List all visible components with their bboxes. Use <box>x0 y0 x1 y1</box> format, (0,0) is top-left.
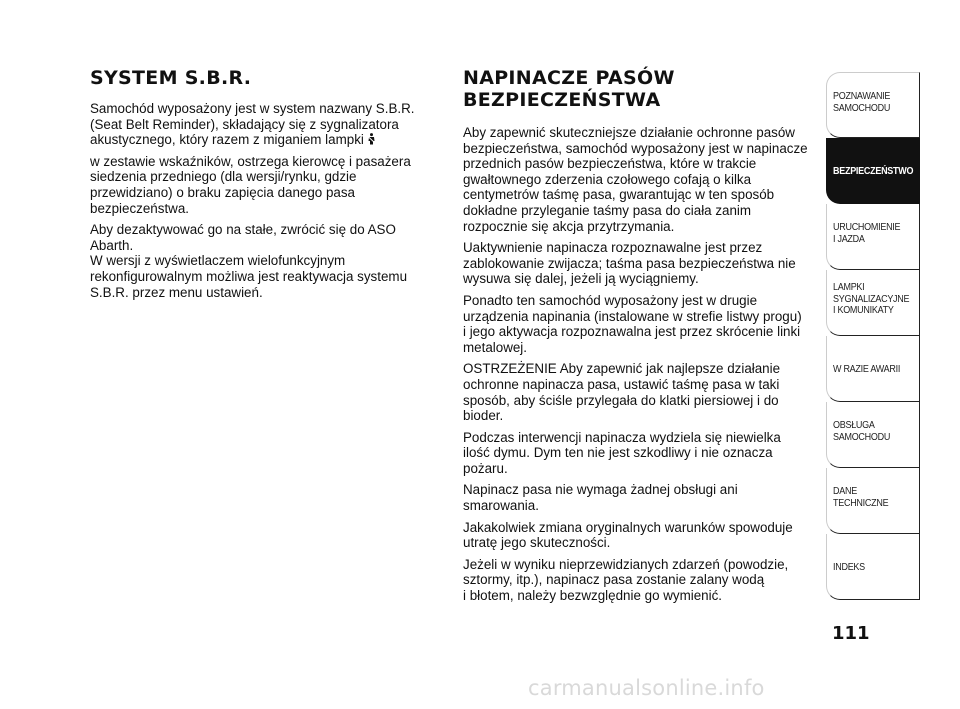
tab-label: LAMPKI SYGNALIZACYJNE I KOMUNIKATY <box>833 282 910 316</box>
seatbelt-warning-icon <box>367 133 376 145</box>
tab-poznawanie-samochodu[interactable] <box>826 72 920 138</box>
paragraph: Uaktywnienie napinacza rozpoznawalne jest przez zablokowanie zwijacza; taśma pasa bezpieczeństwa nie wysuwa się dalej, jeżeli ją wyciągniemy. <box>463 240 796 287</box>
paragraph: Napinacz pasa nie wymaga żadnej obsługi ani smarowania. <box>463 482 738 514</box>
left-column <box>90 62 428 306</box>
paragraph: Podczas interwencji napinacza wydziela się niewielka ilość dymu. Dym ten nie jest szkodliwy i nie oznacza pożaru. <box>463 429 781 476</box>
tab-obsluga-samochodu[interactable] <box>826 402 920 468</box>
tab-indeks[interactable] <box>826 534 920 600</box>
tab-label: OBSŁUGA SAMOCHODU <box>833 420 891 443</box>
tab-label: DANE TECHNICZNE <box>833 486 889 509</box>
paragraph: Jakakolwiek zmiana oryginalnych warunków spowoduje utratę jego skuteczności. <box>463 519 793 551</box>
right-column <box>463 62 816 610</box>
section-title-napinacze: NAPINACZE PASÓW BEZPIECZEŃSTWA <box>463 67 675 111</box>
tab-label: W RAZIE AWARII <box>833 364 901 375</box>
tab-dane-techniczne[interactable] <box>826 468 920 534</box>
paragraph <box>90 101 428 148</box>
watermark: carmanualsonline.info <box>528 676 765 700</box>
tab-label: POZNAWANIE SAMOCHODU <box>833 91 891 114</box>
chapter-tabs <box>826 72 920 600</box>
tab-label: URUCHOMIENIE I JAZDA <box>833 222 901 245</box>
tab-label: INDEKS <box>833 562 865 573</box>
tab-w-razie-awarii[interactable] <box>826 336 920 402</box>
tab-lampki-sygnalizacyjne[interactable] <box>826 270 920 336</box>
paragraph: OSTRZEŻENIE Aby zapewnić jak najlepsze działanie ochronne napinacza pasa, ustawić taśmę pasa w taki sposób, aby ściśle przylegała do klatki piersiowej i do bioder. <box>463 361 781 424</box>
paragraph: Jeżeli w wyniku nieprzewidzianych zdarzeń (powodzie, sztormy, itp.), napinacz pasa zostanie zalany wodą i błotem, należy bezwzględnie go wymienić. <box>463 556 789 604</box>
page-number: 111 <box>832 623 870 644</box>
paragraph: Aby dezaktywować go na stałe, zwrócić się do ASO Abarth. W wersji z wyświetlaczem wielofunkcyjnym rekonfigurowalnym możliwa jest reaktywacja systemu S.B.R. przez menu ustawień. <box>90 222 408 300</box>
paragraph: w zestawie wskaźników, ostrzega kierowcę i pasażera siedzenia przedniego (dla wersji/rynku, gdzie przewidziano) o braku zapięcia danego pasa bezpieczeństwa. <box>90 153 411 216</box>
paragraph-text: Samochód wyposażony jest w system nazwany S.B.R. (Seat Belt Reminder), składający się z sygnalizatora akustycznego, który razem z miganiem lampki <box>90 101 415 148</box>
tab-bezpieczenstwo[interactable] <box>826 138 920 204</box>
paragraph: Aby zapewnić skuteczniejsze działanie ochronne pasów bezpieczeństwa, samochód wyposażony jest w napinacze przednich pasów bezpieczeństwa, które w trakcie gwałtownego zderzenia czołowego cofają o kilka centymetrów taśmę pasa, gwarantując w ten sposób dokładne przyleganie taśmy pasa do ciała zanim rozpocznie się akcja przytrzymania. <box>463 125 808 234</box>
paragraph: Ponadto ten samochód wyposażony jest w drugie urządzenia napinania (instalowane w strefie listwy progu) i jego aktywacja rozpoznawalna jest przez skrócenie linki metalowej. <box>463 292 802 355</box>
tab-label: BEZPIECZEŃSTWO <box>833 166 914 177</box>
tab-uruchomienie-i-jazda[interactable] <box>826 204 920 270</box>
section-title-sbr: SYSTEM S.B.R. <box>90 67 252 89</box>
